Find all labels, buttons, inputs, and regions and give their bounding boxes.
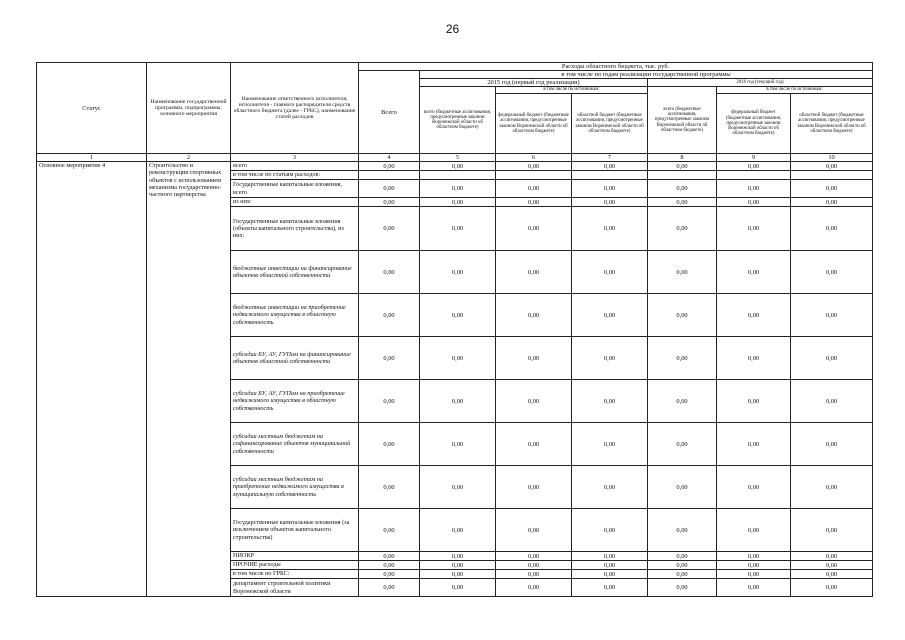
budget-table (36, 62, 873, 597)
header-expenses-title: Расходы областного бюджета, тыс. руб. (359, 63, 873, 71)
value-cell: 0,00 (359, 337, 420, 380)
value-cell (572, 171, 648, 180)
value-cell: 0,00 (791, 337, 873, 380)
value-cell: 0,00 (420, 380, 496, 423)
value-cell: 0,00 (359, 180, 420, 198)
value-cell: 0,00 (717, 294, 791, 337)
row-label: Государственные капитальные вложения (за исключением объектов капитального строительства) (231, 509, 359, 552)
column-number: 10 (791, 154, 873, 162)
value-cell: 0,00 (791, 162, 873, 171)
row-label: в том числе по статьям расходов: (231, 171, 359, 180)
value-cell: 0,00 (717, 180, 791, 198)
value-cell: 0,00 (359, 380, 420, 423)
header-status: Статус (37, 63, 147, 154)
header-program-name: Наименование государственной программы, подпрограммы, основного мероприятия (147, 63, 231, 154)
value-cell: 0,00 (572, 294, 648, 337)
page-number: 26 (445, 22, 460, 36)
value-cell: 0,00 (572, 561, 648, 570)
value-cell: 0,00 (791, 570, 873, 579)
value-cell: 0,00 (717, 337, 791, 380)
value-cell: 0,00 (420, 162, 496, 171)
value-cell: 0,00 (496, 579, 572, 597)
value-cell: 0,00 (648, 423, 717, 466)
status-cell: Основное мероприятие 4 (37, 162, 147, 597)
value-cell: 0,00 (359, 294, 420, 337)
header-year-2015: 2015 год (первый год реализации) (420, 79, 648, 87)
value-cell: 0,00 (572, 509, 648, 552)
value-cell: 0,00 (648, 561, 717, 570)
row-label: НИОКР (231, 552, 359, 561)
value-cell: 0,00 (791, 552, 873, 561)
value-cell: 0,00 (648, 337, 717, 380)
value-cell (791, 171, 873, 180)
column-number: 1 (37, 154, 147, 162)
row-label: из них: (231, 198, 359, 207)
value-cell: 0,00 (359, 423, 420, 466)
value-cell: 0,00 (648, 509, 717, 552)
value-cell: 0,00 (420, 509, 496, 552)
value-cell: 0,00 (648, 294, 717, 337)
header-col7: областной бюджет (бюджетные ассигнования, предусмотренные законом Воронежской области об областном бюджете) (572, 94, 648, 154)
value-cell: 0,00 (717, 579, 791, 597)
value-cell: 0,00 (359, 251, 420, 294)
value-cell: 0,00 (359, 561, 420, 570)
value-cell: 0,00 (496, 162, 572, 171)
value-cell: 0,00 (359, 198, 420, 207)
value-cell: 0,00 (791, 251, 873, 294)
value-cell: 0,00 (648, 466, 717, 509)
value-cell: 0,00 (717, 207, 791, 251)
row-label: бюджетные инвестиции на приобретение недвижимого имущества в областную собственность (231, 294, 359, 337)
header-year-2016: 2016 год (текущий год) (648, 79, 873, 87)
header-executor: Наименование ответственного исполнителя, исполнителя - главного распорядителя средств областного бюджета (далее - ГРБС), наименование статей расходов (231, 63, 359, 154)
header-col6: федеральный бюджет (бюджетные ассигнования, предусмотренные законом Воронежской области об областном бюджете) (496, 94, 572, 154)
row-label: субсидии БУ, АУ, ГУПам на финансирование объектов областной собственности (231, 337, 359, 380)
value-cell: 0,00 (717, 198, 791, 207)
column-number: 8 (648, 154, 717, 162)
value-cell: 0,00 (791, 294, 873, 337)
value-cell: 0,00 (572, 207, 648, 251)
value-cell: 0,00 (791, 198, 873, 207)
value-cell: 0,00 (572, 337, 648, 380)
row-label: субсидии местным бюджетам на софинансирование объектов муниципальной собственности (231, 423, 359, 466)
header-by-years: в том числе по годам реализации государственной программы (420, 71, 873, 79)
value-cell: 0,00 (496, 198, 572, 207)
value-cell: 0,00 (648, 180, 717, 198)
value-cell: 0,00 (648, 552, 717, 561)
value-cell: 0,00 (359, 162, 420, 171)
column-number: 6 (496, 154, 572, 162)
row-label: субсидии местным бюджетам на приобретение недвижимого имущества в муниципальную собственность (231, 466, 359, 509)
value-cell: 0,00 (420, 180, 496, 198)
value-cell: 0,00 (420, 466, 496, 509)
value-cell: 0,00 (359, 466, 420, 509)
header-col5: всего (бюджетные ассигнования, предусмотренные законом Воронежской области об областном бюджете) (420, 87, 496, 154)
value-cell: 0,00 (359, 579, 420, 597)
value-cell: 0,00 (572, 162, 648, 171)
value-cell: 0,00 (496, 466, 572, 509)
value-cell: 0,00 (572, 579, 648, 597)
row-label: всего (231, 162, 359, 171)
value-cell (359, 171, 420, 180)
value-cell: 0,00 (496, 337, 572, 380)
value-cell: 0,00 (717, 561, 791, 570)
program-name-cell: Строительство и реконструкция спортивных объектов с использованием механизма государственно-частного партнерства (147, 162, 231, 597)
header-total: Всего (359, 71, 420, 154)
value-cell: 0,00 (420, 251, 496, 294)
row-label: ПРОЧИЕ расходы (231, 561, 359, 570)
value-cell: 0,00 (648, 198, 717, 207)
header-sources-2015: в том числе по источникам: (496, 87, 648, 94)
value-cell: 0,00 (572, 380, 648, 423)
value-cell: 0,00 (717, 509, 791, 552)
value-cell: 0,00 (359, 552, 420, 561)
value-cell: 0,00 (496, 570, 572, 579)
value-cell: 0,00 (791, 423, 873, 466)
value-cell: 0,00 (572, 251, 648, 294)
row-label: в том числе по ГРБС: (231, 570, 359, 579)
column-number: 2 (147, 154, 231, 162)
value-cell: 0,00 (717, 380, 791, 423)
value-cell: 0,00 (717, 251, 791, 294)
value-cell: 0,00 (496, 509, 572, 552)
value-cell: 0,00 (791, 380, 873, 423)
value-cell: 0,00 (572, 180, 648, 198)
row-label: Государственные капитальные вложения, всего (231, 180, 359, 198)
value-cell: 0,00 (717, 423, 791, 466)
row-label: субсидии БУ, АУ, ГУПам на приобретение недвижимого имущества в областную собственность (231, 380, 359, 423)
value-cell: 0,00 (572, 198, 648, 207)
value-cell: 0,00 (420, 552, 496, 561)
value-cell: 0,00 (717, 162, 791, 171)
value-cell: 0,00 (648, 162, 717, 171)
value-cell (648, 171, 717, 180)
value-cell: 0,00 (791, 207, 873, 251)
value-cell: 0,00 (359, 509, 420, 552)
value-cell: 0,00 (791, 466, 873, 509)
value-cell: 0,00 (496, 207, 572, 251)
value-cell: 0,00 (572, 423, 648, 466)
value-cell: 0,00 (420, 198, 496, 207)
value-cell: 0,00 (496, 294, 572, 337)
value-cell: 0,00 (496, 552, 572, 561)
value-cell: 0,00 (717, 570, 791, 579)
value-cell: 0,00 (359, 570, 420, 579)
value-cell: 0,00 (496, 380, 572, 423)
value-cell (496, 171, 572, 180)
header-col10: областной бюджет (бюджетные ассигнования, предусмотренные законом Воронежской области об областном бюджете) (791, 94, 873, 154)
value-cell: 0,00 (359, 207, 420, 251)
value-cell (717, 171, 791, 180)
value-cell: 0,00 (648, 207, 717, 251)
row-label: Государственные капитальные вложения (объекты капитального строительства), из них: (231, 207, 359, 251)
value-cell: 0,00 (420, 294, 496, 337)
value-cell: 0,00 (420, 207, 496, 251)
value-cell: 0,00 (791, 180, 873, 198)
value-cell: 0,00 (717, 466, 791, 509)
column-number: 9 (717, 154, 791, 162)
header-col9: федеральный бюджет (бюджетные ассигнования, предусмотренные законом Воронежской области об областном бюджете) (717, 94, 791, 154)
value-cell: 0,00 (648, 570, 717, 579)
column-number: 7 (572, 154, 648, 162)
value-cell: 0,00 (496, 561, 572, 570)
value-cell: 0,00 (420, 423, 496, 466)
table-row (37, 162, 873, 171)
value-cell: 0,00 (791, 579, 873, 597)
value-cell: 0,00 (572, 552, 648, 561)
value-cell: 0,00 (496, 423, 572, 466)
column-number: 4 (359, 154, 420, 162)
value-cell: 0,00 (791, 509, 873, 552)
value-cell: 0,00 (420, 570, 496, 579)
value-cell: 0,00 (420, 579, 496, 597)
value-cell: 0,00 (420, 337, 496, 380)
value-cell: 0,00 (496, 180, 572, 198)
column-number: 3 (231, 154, 359, 162)
value-cell: 0,00 (496, 251, 572, 294)
row-label: департамент строительной политики Воронежской области (231, 579, 359, 597)
header-sources-2016: в том числе по источникам: (717, 87, 873, 94)
value-cell: 0,00 (572, 570, 648, 579)
value-cell: 0,00 (572, 466, 648, 509)
value-cell (420, 171, 496, 180)
row-label: бюджетные инвестиции на финансирование объектов областной собственности (231, 251, 359, 294)
column-number: 5 (420, 154, 496, 162)
value-cell: 0,00 (420, 561, 496, 570)
value-cell: 0,00 (648, 380, 717, 423)
value-cell: 0,00 (791, 561, 873, 570)
header-col8: всего (бюджетные ассигнования, предусмотренные законом Воронежской области об областном бюджете) (648, 87, 717, 154)
value-cell: 0,00 (648, 579, 717, 597)
value-cell: 0,00 (648, 251, 717, 294)
value-cell: 0,00 (717, 552, 791, 561)
